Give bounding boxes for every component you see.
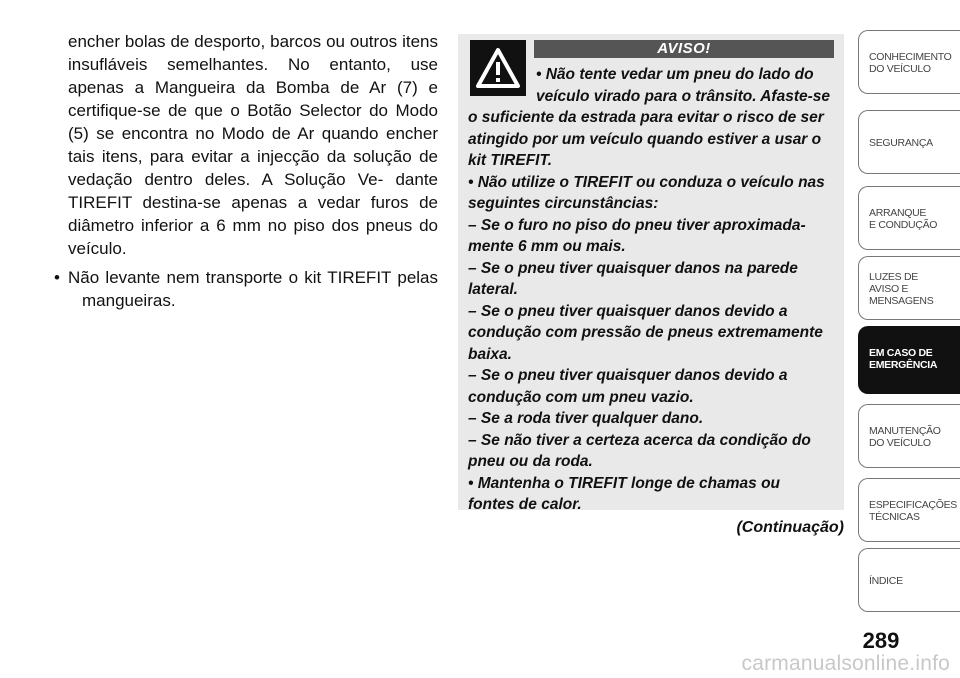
continuation-note: (Continuação)	[736, 519, 844, 536]
warning-line: – Se a roda tiver qualquer dano.	[468, 410, 704, 427]
tab-arranque-e-conducao[interactable]	[858, 186, 960, 250]
warning-line: mente 6 mm ou mais.	[468, 238, 626, 255]
warning-line: lateral.	[468, 281, 518, 298]
warning-line: condução com pressão de pneus extremamente	[468, 324, 823, 341]
tab-label-line: E CONDUÇÃO	[869, 219, 938, 231]
body-text-column	[46, 30, 438, 312]
warning-line: – Se não tiver a certeza acerca da condição do	[468, 431, 811, 449]
warning-line: • Não utilize o TIREFIT ou conduza o veículo nas	[468, 173, 825, 191]
warning-line: – Se o furo no piso do pneu tiver aproximada-	[468, 216, 806, 234]
watermark-text: carmanualsonline.info	[741, 652, 950, 675]
warning-box	[458, 34, 844, 513]
tab-label-line: TÉCNICAS	[869, 511, 920, 523]
tab-label-line: SEGURANÇA	[869, 137, 933, 149]
warning-line: baixa.	[468, 345, 512, 363]
paragraph-line: de Ar quando encher tais itens, para evitar a injecção	[68, 124, 438, 166]
tab-label-line: DO VEÍCULO	[869, 63, 931, 75]
page-number: 289	[862, 628, 900, 653]
tab-label-line: ARRANQUE	[869, 207, 927, 219]
warning-line: kit TIREFIT.	[468, 152, 553, 169]
warning-line: – Se o pneu tiver quaisquer danos na parede	[468, 259, 798, 277]
tab-label-line: EM CASO DE	[869, 347, 933, 359]
paragraph-line: o Botão Selector do Modo (5) se encontra no Modo	[68, 101, 438, 143]
tab-label-line: LUZES DE	[869, 271, 918, 283]
tab-label-line: DO VEÍCULO	[869, 437, 931, 449]
paragraph-line: insufláveis semelhantes. No entanto, use apenas a	[68, 55, 438, 97]
tab-conhecimento-do-veiculo[interactable]	[858, 30, 960, 94]
warning-line: – Se o pneu tiver quaisquer danos devido a	[468, 367, 788, 384]
tab-label-line: EMERGÊNCIA	[869, 359, 938, 371]
paragraph-line: dante TIREFIT destina-se apenas a vedar furos de	[68, 170, 438, 212]
warning-line: fontes de calor.	[468, 496, 582, 513]
tab-label-line: MENSAGENS	[869, 295, 934, 307]
tab-seguranca[interactable]	[858, 110, 960, 174]
warning-line: • Mantenha o TIREFIT longe de chamas ou	[468, 474, 781, 492]
tab-label-line: ÍNDICE	[869, 575, 903, 587]
tab-label-line: ESPECIFICAÇÕES	[869, 499, 957, 511]
tab-em-caso-de-emergencia[interactable]	[858, 326, 960, 394]
warning-title: AVISO!	[534, 40, 834, 58]
bullet-text	[68, 266, 438, 312]
warning-line: atingido por um veículo quando estiver a usar o	[468, 130, 822, 148]
warning-text	[468, 64, 836, 516]
bullet-line: Não levante nem transporte o kit TIREFIT pelas	[68, 268, 438, 287]
intro-paragraph	[46, 30, 438, 260]
warning-line: condução com um pneu vazio.	[468, 388, 694, 406]
paragraph-line: encher bolas de desporto, barcos ou outros itens	[68, 32, 438, 51]
tab-label-line: CONHECIMENTO	[869, 51, 952, 63]
paragraph-line: da solução de vedação dentro deles. A Solução Ve-	[68, 147, 438, 189]
paragraph-line: diâmetro inferior a 6 mm no piso dos pneus do	[68, 216, 438, 235]
bullet-line: mangueiras.	[82, 291, 176, 310]
paragraph-line: Mangueira da Bomba de Ar (7) e certifique-se de que	[68, 78, 438, 120]
tab-indice[interactable]	[858, 548, 960, 612]
tab-label-line: AVISO E	[869, 283, 909, 295]
warning-line: • Não tente vedar um pneu do lado do	[536, 66, 814, 83]
bullet-item	[46, 266, 438, 312]
tab-luzes-de-aviso[interactable]	[858, 256, 960, 320]
paragraph-line: veículo.	[68, 239, 127, 258]
tab-manutencao-do-veiculo[interactable]	[858, 404, 960, 468]
tab-label-line: MANUTENÇÃO	[869, 425, 941, 437]
bullet-dot: •	[54, 268, 60, 287]
warning-line: veículo virado para o trânsito. Afaste-se	[536, 87, 831, 105]
warning-line: – Se o pneu tiver quaisquer danos devido a	[468, 302, 788, 320]
chapter-tabs	[858, 0, 960, 678]
warning-line: seguintes circunstâncias:	[468, 195, 659, 212]
warning-line: pneu ou da roda.	[468, 453, 593, 470]
tab-especificacoes-tecnicas[interactable]	[858, 478, 960, 542]
warning-line: o suficiente da estrada para evitar o risco de ser	[468, 109, 824, 126]
